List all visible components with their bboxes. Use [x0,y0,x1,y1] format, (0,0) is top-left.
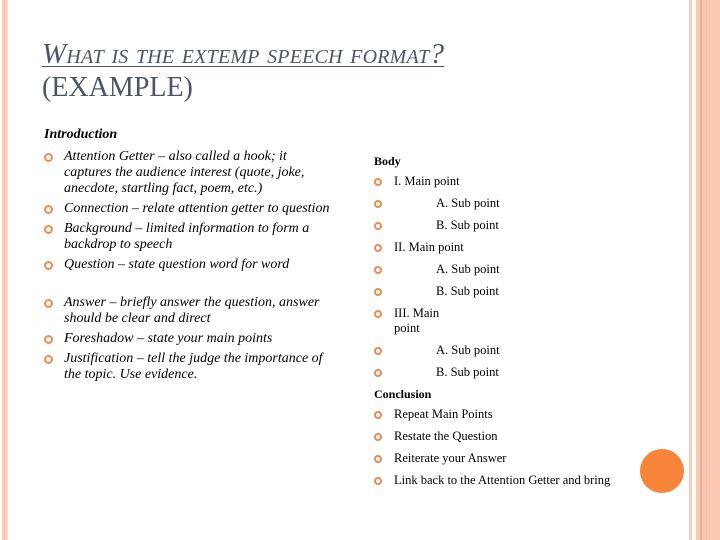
right-border-line [706,0,707,540]
list-item: I. Main point [374,174,674,189]
left-border-line [4,0,5,540]
list-item: Justification – tell the judge the importance of the topic. Use evidence. [44,351,334,383]
bullet-circle-icon [44,205,53,214]
bullet-circle-icon [44,153,53,162]
title-subtitle: (EXAMPLE) [42,72,193,103]
left-border-stripe [2,0,8,540]
bullet-circle-icon [374,266,382,274]
list-item: A. Sub point [374,262,674,277]
list-item: III. Main point [374,306,674,336]
list-item: Reiterate your Answer [374,451,674,466]
title-main: What is the extemp speech format? [42,38,445,70]
bullet-circle-icon [374,310,382,318]
body-conclusion-section [374,154,674,495]
bullet-circle-icon [44,225,53,234]
decorative-orange-circle [640,449,684,493]
list-item: Foreshadow – state your main points [44,331,334,347]
list-item: B. Sub point [374,218,674,233]
list-item: Link back to the Attention Getter and bring [374,473,674,488]
introduction-heading: Introduction [44,127,118,142]
list-item: A. Sub point [374,343,674,358]
conclusion-list [374,407,674,488]
bullet-circle-icon [44,261,53,270]
list-item: Attention Getter – also called a hook; it captures the audience interest (quote, joke, anecdote, startling fact, poem, etc.) [44,149,334,197]
list-item: B. Sub point [374,365,674,380]
list-item: B. Sub point [374,284,674,299]
body-list [374,174,674,380]
bullet-circle-icon [374,200,382,208]
list-item: Question – state question word for word [44,257,334,273]
bullet-circle-icon [374,178,382,186]
bullet-circle-icon [374,411,382,419]
bullet-circle-icon [374,244,382,252]
list-item: Restate the Question [374,429,674,444]
right-border-line [700,0,702,540]
bullet-circle-icon [44,335,53,344]
bullet-circle-icon [374,347,382,355]
list-item: Background – limited information to form a backdrop to speech [44,221,334,253]
body-heading: Body [374,154,401,168]
bullet-circle-icon [44,355,53,364]
conclusion-heading: Conclusion [374,387,432,401]
introduction-section [44,127,334,387]
bullet-circle-icon [374,433,382,441]
bullet-circle-icon [374,455,382,463]
bullet-circle-icon [374,288,382,296]
bullet-circle-icon [44,299,53,308]
list-item: II. Main point [374,240,674,255]
list-item: Answer – briefly answer the question, answer should be clear and direct [44,295,334,327]
bullet-circle-icon [374,369,382,377]
introduction-list [44,149,334,383]
bullet-circle-icon [374,222,382,230]
right-border-thin-line [689,0,692,540]
list-item: Connection – relate attention getter to question [44,201,334,217]
list-item: A. Sub point [374,196,674,211]
list-item: Repeat Main Points [374,407,674,422]
bullet-circle-icon [374,477,382,485]
slide-title [42,38,642,104]
